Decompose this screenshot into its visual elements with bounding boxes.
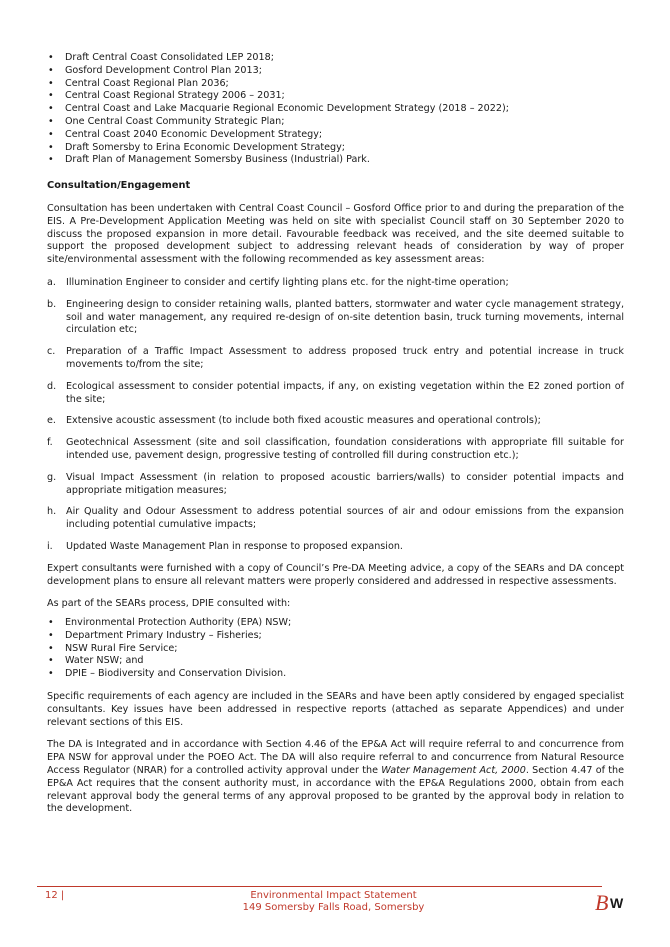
list-item: • Central Coast and Lake Macquarie Regional Economic Development Strategy (2018 – 2022); [47,103,624,116]
footer-title [37,890,630,914]
section-heading: Consultation/Engagement [47,180,191,192]
planning-instruments-list [47,52,624,167]
integrated-act-name: Water Management Act, 2000 [381,765,526,777]
list-item-text: Engineering design to consider retaining walls, planted batters, stormwater and water cycle management strategy, soil and water management, any required re-design of on-site detention basin, truck turning movements, internal circulation etc; [66,298,624,336]
list-item: • Environmental Protection Authority (EPA) NSW; [47,617,624,630]
list-item-text: Visual Impact Assessment (in relation to proposed acoustic barriers/walls) to consider potential impacts and appropriate mitigation measures; [66,471,624,496]
list-item: • DPIE – Biodiversity and Conservation Division. [47,668,624,681]
list-item: • Water NSW; and [47,655,624,668]
list-item: • Central Coast Regional Plan 2036; [47,78,624,91]
list-item: • Gosford Development Control Plan 2013; [47,65,624,78]
specific-requirements-paragraph: Specific requirements of each agency are included in the SEARs and have been aptly considered by engaged specialist consultants. Key issues have been addressed in respective reports (attached as separate Appendices) and under relevant sections of this EIS. [47,691,624,728]
logo-letter-b: B [595,890,609,915]
logo-letter-w: W [610,895,624,911]
integrated-da-paragraph [47,739,624,816]
list-marker: f. [47,437,53,449]
list-marker: d. [47,380,57,392]
list-marker: a. [47,276,56,288]
list-item [47,299,624,337]
list-item-text: Updated Waste Management Plan in response to proposed expansion. [66,540,403,552]
list-item-text: Preparation of a Traffic Impact Assessment to address proposed truck entry and potential increase in truck movements to/from the site; [66,346,624,370]
list-item: • NSW Rural Fire Service; [47,643,624,656]
agencies-list [47,617,624,681]
list-item [47,541,624,554]
list-item [47,381,624,407]
list-marker: e. [47,415,56,427]
list-item: • Central Coast Regional Strategy 2006 – 2031; [47,90,624,103]
list-marker: i. [47,540,53,552]
list-item [47,472,624,498]
company-logo [594,886,630,916]
list-item: • Draft Somersby to Erina Economic Development Strategy; [47,142,624,155]
dpie-intro-paragraph: As part of the SEARs process, DPIE consulted with: [47,598,291,610]
page-number: 12 | [45,890,65,901]
list-item: • Central Coast 2040 Economic Development Strategy; [47,129,624,142]
list-marker: g. [47,471,57,483]
list-item-text: Air Quality and Odour Assessment to address potential sources of air and odour emissions from the expansion including potential cumulative impacts; [66,506,624,531]
list-item-text: Extensive acoustic assessment (to include both fixed acoustic measures and operational controls); [66,415,541,427]
experts-paragraph: Expert consultants were furnished with a copy of Council’s Pre-DA Meeting advice, a copy of the SEARs and DA concept development plans to ensure all relevant matters were properly considered and addressed in respective assessments. [47,562,624,587]
footer-title-line1: Environmental Impact Statement [250,890,417,901]
list-item [47,415,624,428]
list-marker: b. [47,298,57,310]
list-item [47,506,624,532]
document-page [47,52,624,826]
list-item: • Draft Central Coast Consolidated LEP 2018; [47,52,624,65]
list-item [47,277,624,290]
integrated-text-a: The DA is Integrated and in accordance with Section 4.46 of the EP&A Act will require referral to and concurrence from EPA NSW for approval under the POEO Act. The DA will also require referral to and concurrence from Natural Resource Access Regulator (NRAR) for a controlled activity approval under the [47,739,624,777]
list-item: • Draft Plan of Management Somersby Business (Industrial) Park. [47,154,624,167]
list-item-text: Ecological assessment to consider potential impacts, if any, on existing vegetation within the E2 zoned portion of the site; [66,380,624,405]
list-item [47,437,624,463]
list-marker: h. [47,506,57,518]
integrated-text-b: . Section 4.47 of the EP&A Act requires that the consent authority must, in accordance with the EP&A Regulations 2000, obtain from each relevant approval body the general terms of any approval proposed to be granted by the approval body in relation to the development. [47,765,625,815]
list-item: • One Central Coast Community Strategic Plan; [47,116,624,129]
assessment-areas-list [47,277,624,554]
consultation-intro-paragraph: Consultation has been undertaken with Central Coast Council – Gosford Office prior to and during the preparation of the EIS. A Pre-Development Application Meeting was held on site with specialist Council staff on 30 September 2020 to discuss the proposed expansion in more detail. Favourable feedback was received, and the site deemed suitable to support the proposed development subject to addressing relevant heads of consideration by way of proper site/environmental assessment with the following recommended as key assessment areas: [47,202,624,266]
list-marker: c. [47,346,56,358]
list-item: • Department Primary Industry – Fisheries; [47,630,624,643]
list-item [47,346,624,372]
footer-title-line2: 149 Somersby Falls Road, Somersby [242,902,425,913]
list-item-text: Geotechnical Assessment (site and soil classification, foundation considerations with appropriate fill suitable for intended use, pavement design, progressive testing of controlled fill during construction etc.); [66,437,624,461]
list-item-text: Illumination Engineer to consider and certify lighting plans etc. for the night-time operation; [66,276,509,288]
footer-rule [37,886,602,887]
page-footer [37,886,630,926]
